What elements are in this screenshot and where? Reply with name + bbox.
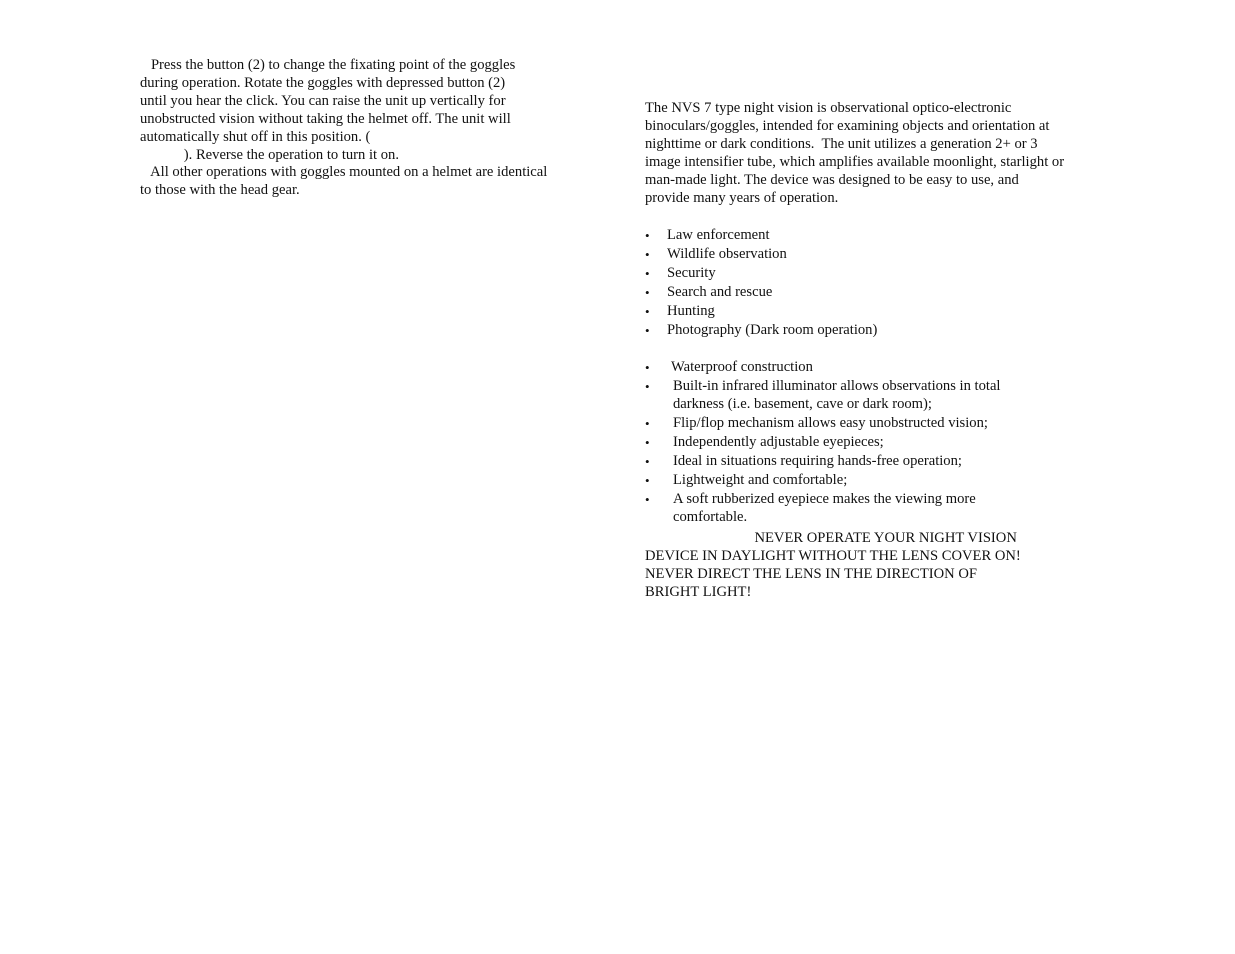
intro-line: binoculars/goggles, intended for examining objects and orientation at — [645, 118, 1050, 134]
bullet-icon: • — [645, 304, 650, 319]
list-item-label: Lightweight and comfortable; — [673, 472, 848, 488]
intro-line: image intensifier tube, which amplifies available moonlight, starlight or — [645, 154, 1065, 170]
list-item-label: Flip/flop mechanism allows easy unobstructed vision; — [673, 415, 988, 431]
list-item-label: Ideal in situations requiring hands-free operation; — [673, 453, 962, 469]
warning-line: DEVICE IN DAYLIGHT WITHOUT THE LENS COVER ON! — [645, 548, 1021, 564]
bullet-icon: • — [645, 285, 650, 300]
bullet-icon: • — [645, 266, 650, 281]
bullet-icon: • — [645, 473, 650, 488]
left-paragraph-line: to those with the head gear. — [140, 182, 300, 198]
warning-line: NEVER DIRECT THE LENS IN THE DIRECTION OF — [645, 566, 977, 582]
list-item-label-continued: comfortable. — [673, 509, 748, 525]
bullet-icon: • — [645, 247, 650, 262]
left-paragraph-line: ). Reverse the operation to turn it on. — [140, 147, 399, 163]
list-item-label: Security — [667, 265, 716, 281]
bullet-icon: • — [645, 379, 650, 394]
warning-line: BRIGHT LIGHT! — [645, 584, 752, 600]
left-paragraph-line: until you hear the click. You can raise the unit up vertically for — [140, 93, 506, 109]
bullet-icon: • — [645, 323, 650, 338]
left-paragraph-line: All other operations with goggles mounted on a helmet are identical — [140, 164, 548, 180]
bullet-icon: • — [645, 435, 650, 450]
list-item-label: Photography (Dark room operation) — [667, 322, 878, 338]
left-paragraph-line: automatically shut off in this position. ( — [140, 129, 371, 145]
list-item-label: Law enforcement — [667, 227, 770, 243]
bullet-icon: • — [645, 228, 650, 243]
list-item-label: Wildlife observation — [667, 246, 787, 262]
intro-line: nighttime or dark conditions. The unit utilizes a generation 2+ or 3 — [645, 136, 1038, 152]
list-item-label: Search and rescue — [667, 284, 773, 300]
intro-line: man-made light. The device was designed to be easy to use, and — [645, 172, 1019, 188]
bullet-icon: • — [645, 454, 650, 469]
left-paragraph-line: during operation. Rotate the goggles with depressed button (2) — [140, 75, 506, 91]
list-item-label: Hunting — [667, 303, 715, 319]
warning-line: NEVER OPERATE YOUR NIGHT VISION — [645, 530, 1017, 546]
intro-line: The NVS 7 type night vision is observational optico-electronic — [645, 100, 1012, 116]
left-paragraph-line: unobstructed vision without taking the helmet off. The unit will — [140, 111, 511, 127]
list-item-label-continued: darkness (i.e. basement, cave or dark room); — [673, 396, 932, 412]
left-paragraph-line: Press the button (2) to change the fixating point of the goggles — [140, 57, 516, 73]
list-item-label: Built-in infrared illuminator allows observations in total — [673, 378, 1001, 394]
bullet-icon: • — [645, 492, 650, 507]
intro-line: provide many years of operation. — [645, 190, 839, 206]
bullet-icon: • — [645, 360, 650, 375]
bullet-icon: • — [645, 416, 650, 431]
list-item-label: Independently adjustable eyepieces; — [673, 434, 884, 450]
list-item-label: Waterproof construction — [671, 359, 813, 375]
list-item-label: A soft rubberized eyepiece makes the viewing more — [673, 491, 976, 507]
